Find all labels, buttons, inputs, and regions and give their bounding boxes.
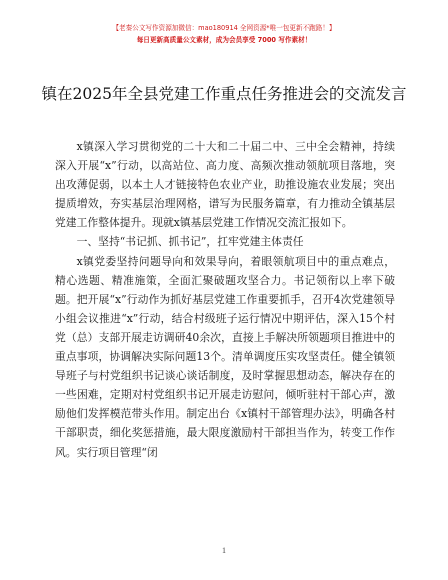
promo-line-1: 【老秦公文写作资源加微信：mao180914 全网资源*唯一包更新不跑路！】 <box>112 24 336 32</box>
document-title: 镇在2025年全县党建工作重点任务推进会的交流发言 <box>41 85 407 103</box>
promo-banner <box>0 22 448 46</box>
document-body <box>55 137 395 462</box>
intro-paragraph: x镇深入学习贯彻党的二十大和二十届二中、三中全会精神，持续深入开展“x”行动，以高站位、高力度、高频次推动领航项目落地，突出攻薄促弱，以本土人才链接特色农业产业，助推设施农业发展；突出提质增效，夯实基层治理网格，谱写为民服务篇章，有力推动全镇基层党建工作整体提升。现就x镇基层党建工作情况交流汇报如下。 <box>55 140 395 230</box>
page-number: 1 <box>222 546 226 555</box>
promo-line-2: 每日更新高质量公文素材，成为会员享受 7000 写作素材！ <box>136 36 312 44</box>
section-heading: 一、坚持“书记抓、抓书记”，扛牢党建主体责任 <box>76 235 304 249</box>
body-paragraph: x镇党委坚持问题导向和效果导向，着眼领航项目中的重点难点，精心选题、精准施策，全面汇聚破题攻坚合力。书记领衔以上率下破题。把开展“x”行动作为抓好基层党建工作重要抓手，召开4次党建领导小组会议推进“x”行动，结合村级班子运行情况中期评估，深入15个村党（总）支部开展走访调研40余次，直接上手解决所领题项目推进中的重点事项，协调解决实际问题13个。清单调度压实攻坚责任。健全镇领导班子与村党组织书记谈心谈话制度，及时掌握思想动态，解决存在的一些困难，定期对村党组织书记开展走访慰问，倾听驻村干部心声，激励他们发挥模范带头作用。制定出台《x镇村干部管理办法》，明确各村干部职责，细化奖惩措施，最大限度激励村干部担当作为，转变工作作风。实行项目管理“闭 <box>55 254 395 459</box>
